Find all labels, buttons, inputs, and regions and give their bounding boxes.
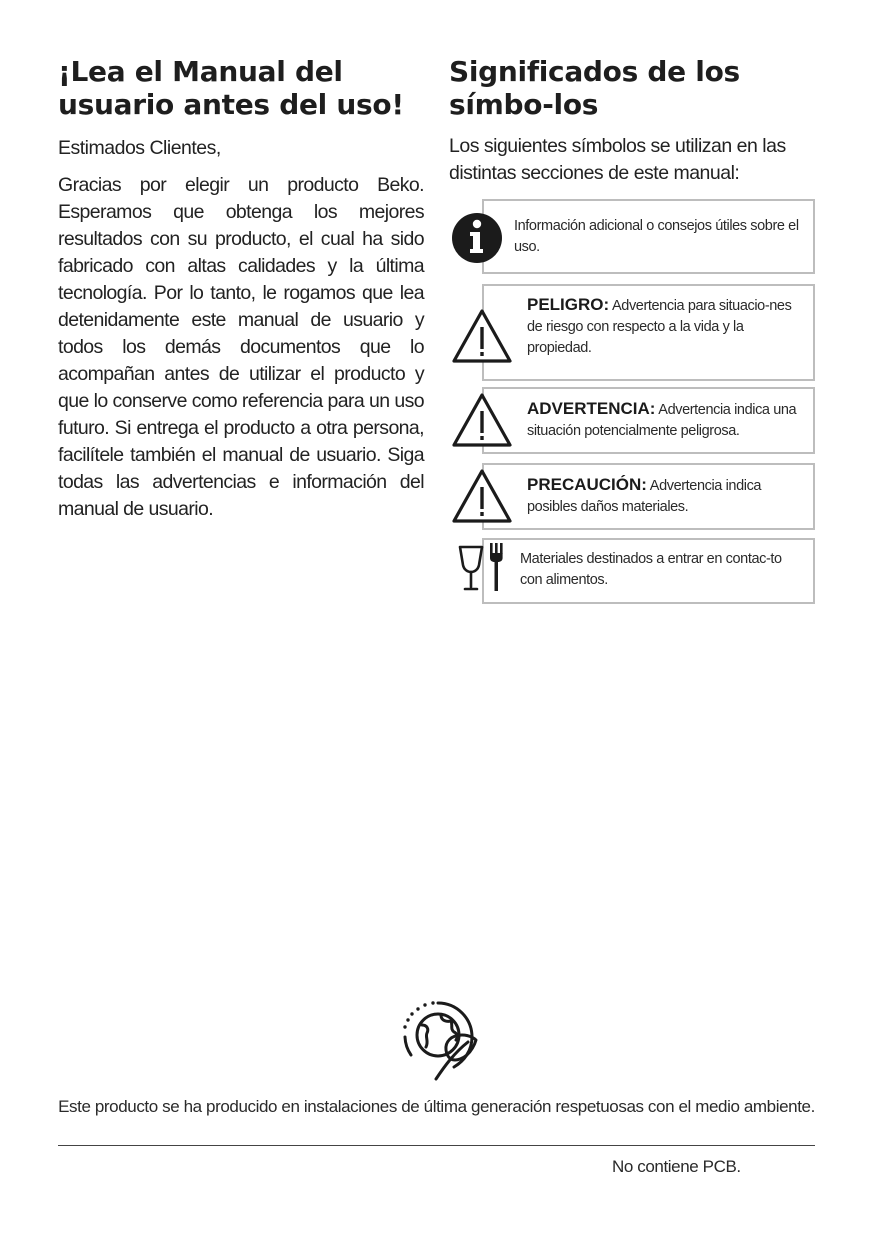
food-contact-icon [457, 541, 507, 593]
precaucion-description: Advertencia indica posibles daños materiales. [527, 478, 762, 515]
greeting-text: Estimados Clientes, [58, 137, 221, 159]
advertencia-label: ADVERTENCIA: [527, 399, 656, 418]
intro-paragraph: Gracias por elegir un producto Beko. Esperamos que obtenga los mejores resultados con su producto, el cual ha sido fabricado con altas calidades y la última tecnología. Por lo tanto, le rogamos que lea detenidamente este manual de usuario y todos los demás documentos que lo acompañan antes de utilizar el producto y que lo conserve como referencia para un uso futuro. Si entrega el producto a otra persona, facilítele también el manual de usuario. Siga todas las advertencias e información del manual de usuario. [58, 174, 424, 520]
advertencia-description: Advertencia indica una situación potencialmente peligrosa. [527, 402, 797, 439]
footer-divider [58, 1145, 815, 1146]
eco-production-text: Este producto se ha producido en instalaciones de última generación respetuosas con el medio ambiente. [58, 1097, 815, 1116]
read-manual-heading: ¡Lea el Manual del usuario antes del uso! [58, 55, 404, 121]
symbol-box-info [482, 199, 815, 274]
symbol-box-advertencia [482, 387, 815, 454]
eco-globe-leaf-icon [396, 995, 480, 1087]
right-column [449, 55, 815, 187]
symbol-text-food-contact: Materiales destinados a entrar en contac-to con alimentos. [520, 551, 782, 588]
peligro-description: Advertencia para situacio-nes de riesgo con respecto a la vida y la propiedad. [527, 298, 792, 356]
symbols-intro: Los siguientes símbolos se utilizan en las distintas secciones de este manual: [449, 135, 786, 184]
peligro-label: PELIGRO: [527, 295, 610, 314]
symbol-box-precaucion [482, 463, 815, 530]
symbol-text-peligro [527, 294, 807, 359]
symbol-box-peligro [482, 284, 815, 381]
symbol-text-precaucion [527, 474, 807, 518]
info-icon [450, 211, 504, 265]
symbol-text-info: Información adicional o consejos útiles sobre el uso. [514, 218, 799, 255]
warning-triangle-icon [451, 308, 513, 364]
symbols-heading: Significados de los símbo-los [449, 55, 740, 121]
precaucion-label: PRECAUCIÓN: [527, 475, 647, 494]
pcb-statement: No contiene PCB. [612, 1157, 741, 1176]
left-column [58, 55, 424, 523]
symbol-box-food-contact [482, 538, 815, 604]
warning-triangle-icon [451, 468, 513, 524]
warning-triangle-icon [451, 392, 513, 448]
symbol-text-advertencia [527, 398, 812, 442]
